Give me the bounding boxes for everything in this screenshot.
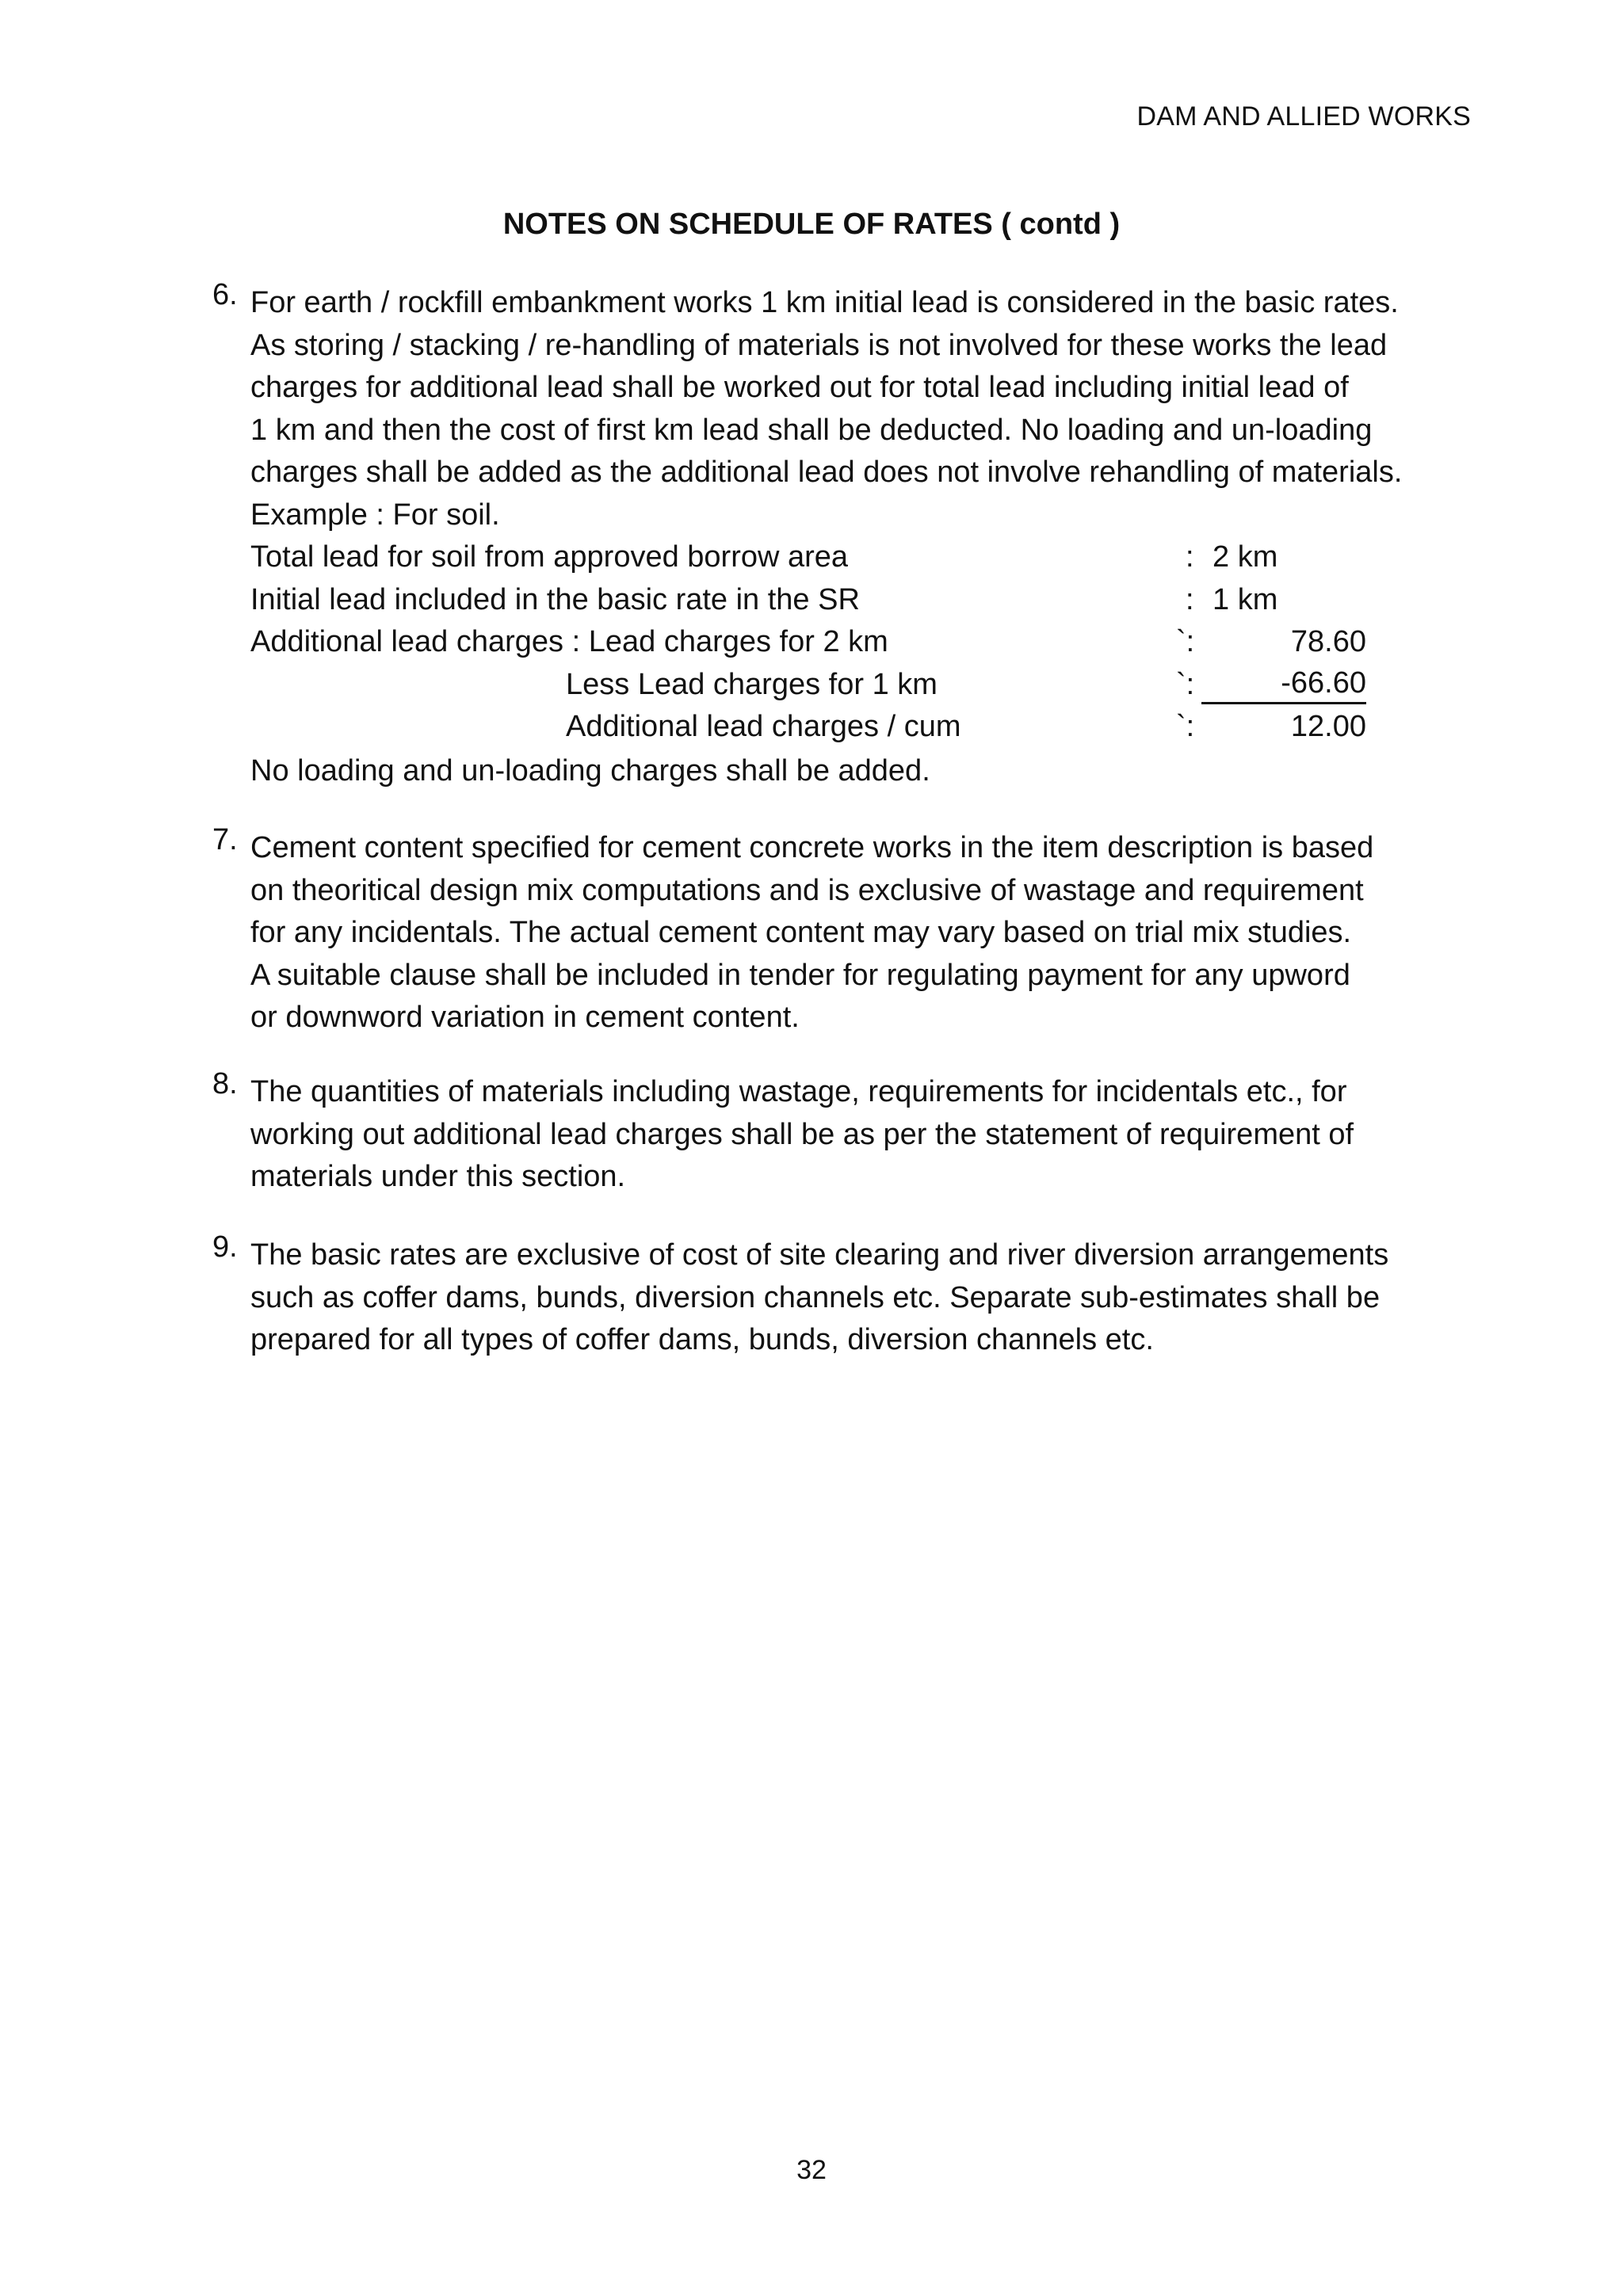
note-number: 8. (212, 1067, 238, 1100)
note-line: The quantities of materials including wastage, requirements for incidentals etc., for (250, 1075, 1347, 1108)
note-line: A suitable clause shall be included in tender for regulating payment for any upword (250, 958, 1350, 992)
calc-row-less-lead-1km (250, 664, 1417, 707)
calc-label: Initial lead included in the basic rate in the SR (250, 582, 860, 616)
page-title: NOTES ON SCHEDULE OF RATES ( contd ) (502, 208, 1121, 241)
calc-separator: `: (1176, 625, 1195, 658)
note-line: The basic rates are exclusive of cost of site clearing and river diversion arrangements (250, 1238, 1389, 1272)
note-line: on theoritical design mix computations and is exclusive of wastage and requirement (250, 873, 1364, 907)
note-line: prepared for all types of coffer dams, bunds, diversion channels etc. (250, 1323, 1154, 1356)
calc-value: 12.00 (1290, 710, 1366, 743)
note-line: for any incidentals. The actual cement content may vary based on trial mix studies. (250, 916, 1352, 949)
note-line: materials under this section. (250, 1160, 626, 1193)
note-number: 6. (212, 278, 238, 311)
note-line: For earth / rockfill embankment works 1 km initial lead is considered in the basic rates. (250, 286, 1399, 319)
note-body (250, 827, 1417, 1039)
note-closing: No loading and un-loading charges shall be added. (250, 753, 930, 788)
note-line: such as coffer dams, bunds, diversion channels etc. Separate sub-estimates shall be (250, 1280, 1381, 1314)
note-8 (212, 1067, 1417, 1199)
calc-separator: : (1186, 582, 1194, 616)
calc-label: Additional lead charges : Lead charges for 2 km (250, 625, 888, 658)
calc-label: Less Lead charges for 1 km (566, 667, 938, 701)
note-line: working out additional lead charges shall be as per the statement of requirement of (250, 1117, 1354, 1151)
note-body (250, 282, 1417, 792)
note-7 (212, 823, 1417, 1039)
calc-value: 1 km (1212, 582, 1278, 616)
note-line: 1 km and then the cost of first km lead shall be deducted. No loading and un-loading (250, 413, 1373, 447)
page-number: 32 (796, 2155, 827, 2185)
calc-label: Additional lead charges / cum (566, 710, 961, 743)
calc-row-lead-2km (250, 621, 1417, 664)
calc-label: Total lead for soil from approved borrow area (250, 540, 849, 574)
calc-value: 78.60 (1290, 625, 1366, 658)
calc-separator: `: (1176, 667, 1195, 701)
note-body (250, 1071, 1417, 1199)
note-6 (212, 278, 1417, 792)
note-line: or downword variation in cement content. (250, 1001, 800, 1034)
running-header: DAM AND ALLIED WORKS (1136, 101, 1471, 132)
calc-row-additional-lead (250, 706, 1417, 749)
note-line: As storing / stacking / re-handling of materials is not involved for these works the lead (250, 328, 1388, 362)
note-number: 9. (212, 1230, 238, 1264)
calc-separator: : (1186, 540, 1194, 574)
note-line: Example : For soil. (250, 498, 500, 532)
note-line: Cement content specified for cement concrete works in the item description is based (250, 831, 1374, 864)
calc-separator: `: (1176, 710, 1195, 743)
note-body (250, 1234, 1417, 1362)
note-line: charges for additional lead shall be worked out for total lead including initial lead of (250, 371, 1349, 404)
calc-row-total-lead (250, 536, 1417, 579)
note-9 (212, 1230, 1417, 1362)
calc-value: -66.60 (1201, 664, 1366, 704)
note-line: charges shall be added as the additional lead does not involve rehandling of materials. (250, 456, 1403, 489)
calc-value: 2 km (1212, 540, 1278, 574)
note-number: 7. (212, 823, 238, 856)
calc-row-initial-lead (250, 579, 1417, 622)
